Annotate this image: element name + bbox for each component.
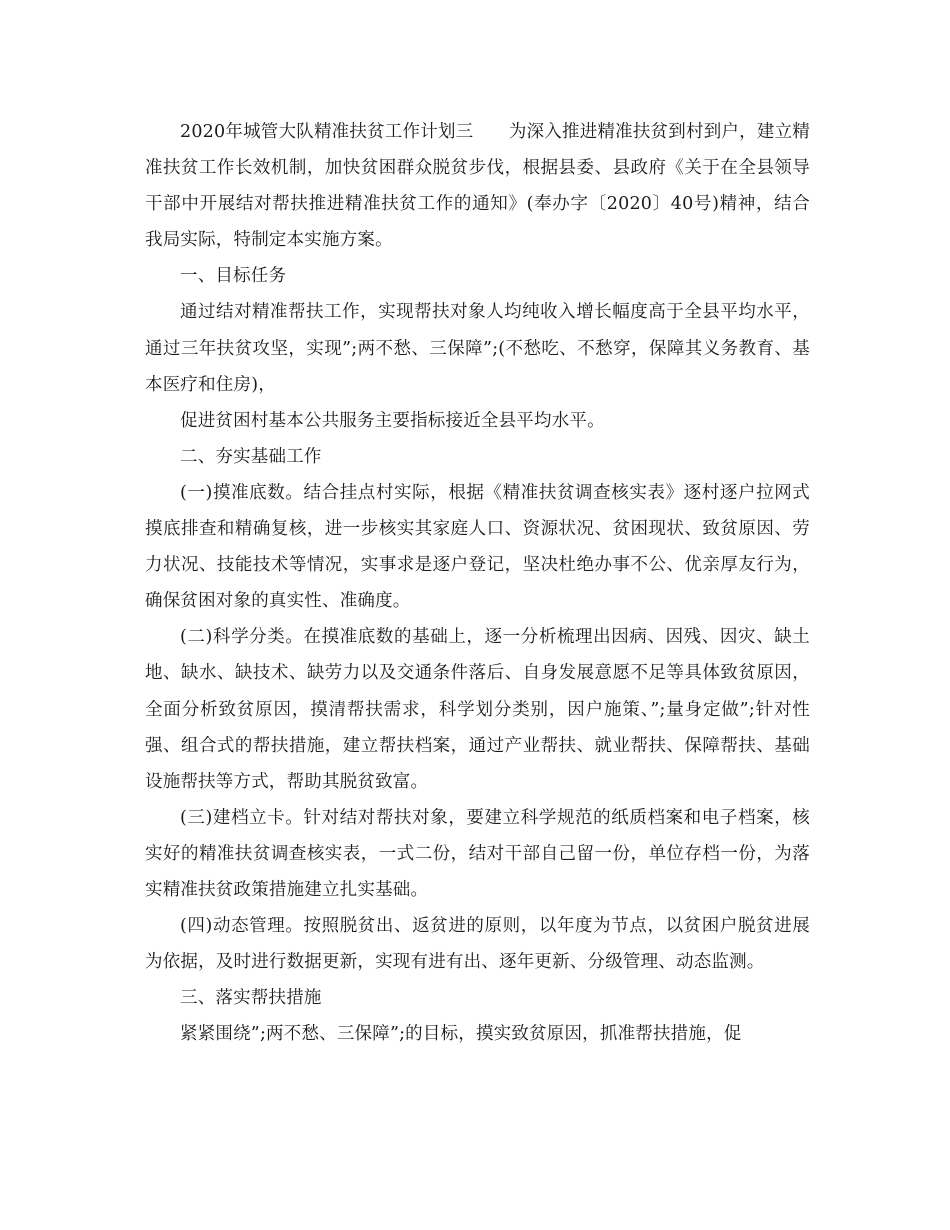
goals-paragraph: 通过结对精准帮扶工作，实现帮扶对象人均纯收入增长幅度高于全县平均水平，通过三年扶贫攻坚，实现”;两不愁、三保障”;(不愁吃、不愁穿，保障其义务教育、基本医疗和住房)， xyxy=(145,302,810,395)
intro-paragraph: 2020年城管大队精准扶贫工作计划三 为深入推进精准扶贫到村到户，建立精准扶贫工作长效机制，加快贫困群众脱贫步伐，根据县委、县政府《关于在全县领导干部中开展结对帮扶推进精准扶贫工作的通知》(奉办字〔2020〕40号)精神，结合我局实际，特制定本实施方案。 xyxy=(145,122,810,251)
section-heading-goals: 一、目标任务 xyxy=(180,266,287,287)
goals-paragraph-continued: 促进贫困村基本公共服务主要指标接近全县平均水平。 xyxy=(180,410,605,431)
foundation-item-1: (一)摸准底数。结合挂点村实际，根据《精准扶贫调查核实表》逐村逐户拉网式摸底排查和精确复核，进一步核实其家庭人口、资源状况、贫困现状、致贫原因、劳力状况、技能技术等情况，实事求是逐户登记，坚决杜绝办事不公、优亲厚友行为，确保贫困对象的真实性、准确度。 xyxy=(145,482,810,612)
section-heading-foundation: 二、夯实基础工作 xyxy=(180,446,322,467)
section-heading-measures: 三、落实帮扶措施 xyxy=(180,988,322,1009)
foundation-item-2: (二)科学分类。在摸准底数的基础上，逐一分析梳理出因病、因残、因灾、缺土地、缺水、缺技术、缺劳力以及交通条件落后、自身发展意愿不足等具体致贫原因，全面分析致贫原因，摸清帮扶需求，科学划分类别，因户施策、”;量身定做”;针对性强、组合式的帮扶措施，建立帮扶档案，通过产业帮扶、就业帮扶、保障帮扶、基础设施帮扶等方式，帮助其脱贫致富。 xyxy=(145,627,810,792)
document-body xyxy=(145,114,810,1052)
measures-paragraph: 紧紧围绕”;两不愁、三保障”;的目标，摸实致贫原因，抓准帮扶措施，促 xyxy=(180,1024,742,1045)
foundation-item-3: (三)建档立卡。针对结对帮扶对象，要建立科学规范的纸质档案和电子档案，核实好的精准扶贫调查核实表，一式二份，结对干部自己留一份，单位存档一份，为落实精准扶贫政策措施建立扎实基础。 xyxy=(145,807,810,900)
foundation-item-4: (四)动态管理。按照脱贫出、返贫进的原则，以年度为节点，以贫困户脱贫进展为依据，及时进行数据更新，实现有进有出、逐年更新、分级管理、动态监测。 xyxy=(145,916,810,973)
